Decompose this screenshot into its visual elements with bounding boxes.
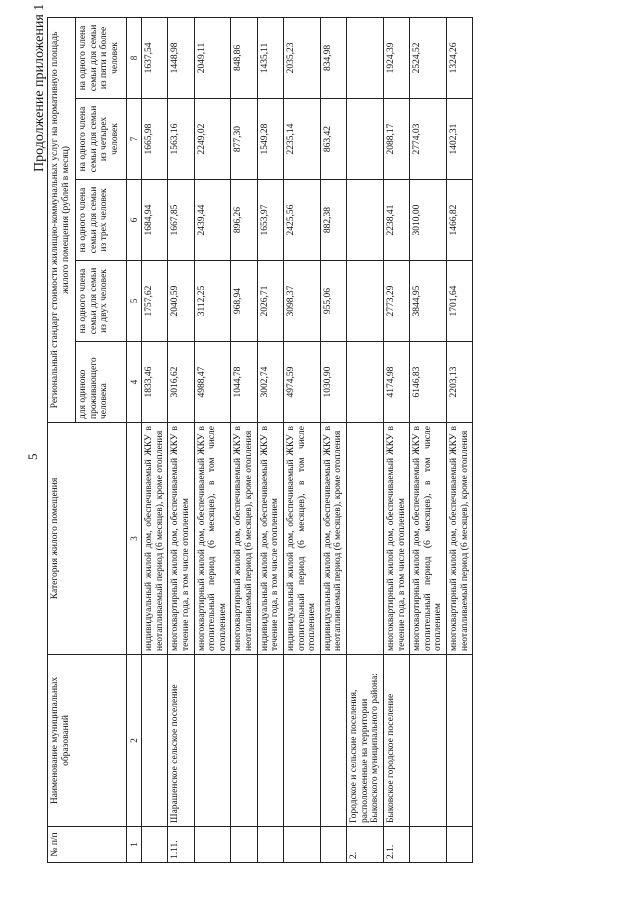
group-name: Городское и сельские поселения, расположенные на территории Быковского муниципального района:	[347, 655, 384, 827]
column-number: 8	[127, 17, 142, 98]
value-cell: 1030,90	[320, 342, 346, 423]
value-cell: 1757,62	[142, 261, 168, 342]
value-cell: 2238,41	[383, 180, 409, 261]
value-cell: 1924,39	[383, 17, 409, 98]
header-standard: Региональный стандарт стоимости жилищно-коммунальных услуг на нормативную площадь жилого помещения (рублей в месяц)	[48, 17, 76, 422]
value-cell: 4988,47	[194, 342, 231, 423]
value-cell: 3112,25	[194, 261, 231, 342]
column-number: 1	[127, 827, 142, 863]
value-cell: 4174,98	[383, 342, 409, 423]
table-row	[383, 17, 409, 862]
row-number	[447, 827, 473, 863]
value-cell: 955,06	[320, 261, 346, 342]
column-number: 4	[127, 342, 142, 423]
value-cell: 848,86	[231, 17, 257, 98]
header-sub-5: на одного члена семьи для семьи из пяти и более человек	[76, 17, 127, 98]
table-row	[231, 17, 257, 862]
row-number	[231, 827, 257, 863]
header-sub-4: на одного члена семьи для семьи из четырех человек	[76, 99, 127, 180]
page-title: Продолжение приложения 1	[32, 3, 47, 172]
value-cell: 1448,98	[168, 17, 194, 98]
value-cell: 3002,74	[257, 342, 283, 423]
value-cell: 1044,78	[231, 342, 257, 423]
row-number	[283, 827, 320, 863]
value-cell: 1324,26	[447, 17, 473, 98]
table-row	[168, 17, 194, 862]
value-cell: 1466,82	[447, 180, 473, 261]
row-category: многоквартирный жилой дом, обеспечиваемый ЖКУ в отопительный период (6 месяцев), в том числе отоплением	[194, 423, 231, 655]
header-sub-1: для одиноко проживающего человека	[76, 342, 127, 423]
row-municipality	[142, 655, 168, 827]
value-cell: 1549,28	[257, 99, 283, 180]
column-number-row	[127, 17, 142, 862]
value-cell: 1684,94	[142, 180, 168, 261]
value-cell: 968,94	[231, 261, 257, 342]
value-cell: 3844,95	[410, 261, 447, 342]
group-row	[347, 17, 384, 862]
value-cell: 2249,02	[194, 99, 231, 180]
row-category: индивидуальный жилой дом, обеспечиваемый ЖКУ в течение года, в том числе отоплением	[257, 423, 283, 655]
value-cell: 863,42	[320, 99, 346, 180]
row-category: индивидуальный жилой дом, обеспечиваемый ЖКУ в неотапливаемый период (6 месяцев), кроме отопления	[320, 423, 346, 655]
table-row	[257, 17, 283, 862]
value-cell: 1833,46	[142, 342, 168, 423]
page-number: 5	[25, 453, 40, 460]
value-cell: 3010,00	[410, 180, 447, 261]
table-row	[410, 17, 447, 862]
value-cell: 1653,97	[257, 180, 283, 261]
empty-cell	[347, 17, 384, 98]
value-cell: 877,30	[231, 99, 257, 180]
value-cell: 6146,83	[410, 342, 447, 423]
row-category: многоквартирный жилой дом, обеспечиваемый ЖКУ в отопительный период (6 месяцев), в том числе отоплением	[410, 423, 447, 655]
header-sub-3: на одного члена семьи для семьи из трех человек	[76, 180, 127, 261]
value-cell: 2040,59	[168, 261, 194, 342]
column-number: 5	[127, 261, 142, 342]
empty-cell	[347, 342, 384, 423]
row-municipality	[257, 655, 283, 827]
table-row	[283, 17, 320, 862]
column-number: 2	[127, 655, 142, 827]
row-number	[410, 827, 447, 863]
value-cell: 1701,64	[447, 261, 473, 342]
value-cell: 2524,52	[410, 17, 447, 98]
row-number	[320, 827, 346, 863]
table-row	[142, 17, 168, 862]
value-cell: 834,98	[320, 17, 346, 98]
value-cell: 2203,13	[447, 342, 473, 423]
row-category: индивидуальный жилой дом, обеспечиваемый ЖКУ в неотапливаемый период (6 месяцев), кроме отопления	[142, 423, 168, 655]
tariff-table	[47, 17, 473, 863]
header-num: № п/п	[48, 827, 127, 863]
value-cell: 3098,37	[283, 261, 320, 342]
table-row	[194, 17, 231, 862]
row-number	[142, 827, 168, 863]
group-number: 2.	[347, 827, 384, 863]
header-name: Наименование муниципальных образований	[48, 655, 127, 827]
row-number	[257, 827, 283, 863]
column-number: 3	[127, 423, 142, 655]
value-cell: 882,38	[320, 180, 346, 261]
row-category: многоквартирный жилой дом, обеспечиваемый ЖКУ в течение года, в том числе отоплением	[383, 423, 409, 655]
value-cell: 2026,71	[257, 261, 283, 342]
header-row	[48, 17, 76, 862]
row-municipality	[194, 655, 231, 827]
header-category: Категория жилого помещения	[48, 423, 127, 655]
row-category: многоквартирный жилой дом, обеспечиваемый ЖКУ в неотапливаемый период (6 месяцев), кроме отопления	[447, 423, 473, 655]
value-cell: 1667,85	[168, 180, 194, 261]
value-cell: 1563,16	[168, 99, 194, 180]
value-cell: 896,26	[231, 180, 257, 261]
value-cell: 1435,11	[257, 17, 283, 98]
empty-cell	[347, 180, 384, 261]
row-number: 2.1.	[383, 827, 409, 863]
row-number: 1.11.	[168, 827, 194, 863]
value-cell: 2235,14	[283, 99, 320, 180]
header-sub-2: на одного члена семьи для семьи из двух человек	[76, 261, 127, 342]
value-cell: 2088,17	[383, 99, 409, 180]
value-cell: 3016,62	[168, 342, 194, 423]
value-cell: 2425,56	[283, 180, 320, 261]
row-category: многоквартирный жилой дом, обеспечиваемый ЖКУ в неотапливаемый период (6 месяцев), кроме отопления	[231, 423, 257, 655]
value-cell: 2035,23	[283, 17, 320, 98]
row-municipality	[410, 655, 447, 827]
value-cell: 4974,59	[283, 342, 320, 423]
empty-cell	[347, 261, 384, 342]
column-number: 7	[127, 99, 142, 180]
column-number: 6	[127, 180, 142, 261]
value-cell: 1665,98	[142, 99, 168, 180]
row-category: многоквартирный жилой дом, обеспечиваемый ЖКУ в течение года, в том числе отоплением	[168, 423, 194, 655]
value-cell: 2049,11	[194, 17, 231, 98]
row-municipality	[320, 655, 346, 827]
value-cell: 2773,29	[383, 261, 409, 342]
value-cell: 1402,31	[447, 99, 473, 180]
row-municipality	[231, 655, 257, 827]
row-municipality	[283, 655, 320, 827]
value-cell: 2774,03	[410, 99, 447, 180]
empty-cell	[347, 423, 384, 655]
empty-cell	[347, 99, 384, 180]
value-cell: 2439,44	[194, 180, 231, 261]
row-number	[194, 827, 231, 863]
row-municipality	[447, 655, 473, 827]
value-cell: 1637,54	[142, 17, 168, 98]
row-municipality: Шарашенское сельское поселение	[168, 655, 194, 827]
table-row	[447, 17, 473, 862]
row-municipality: Быковское городское поселение	[383, 655, 409, 827]
row-category: индивидуальный жилой дом, обеспечиваемый ЖКУ в отопительный период (6 месяцев), в том числе отоплением	[283, 423, 320, 655]
table-row	[320, 17, 346, 862]
